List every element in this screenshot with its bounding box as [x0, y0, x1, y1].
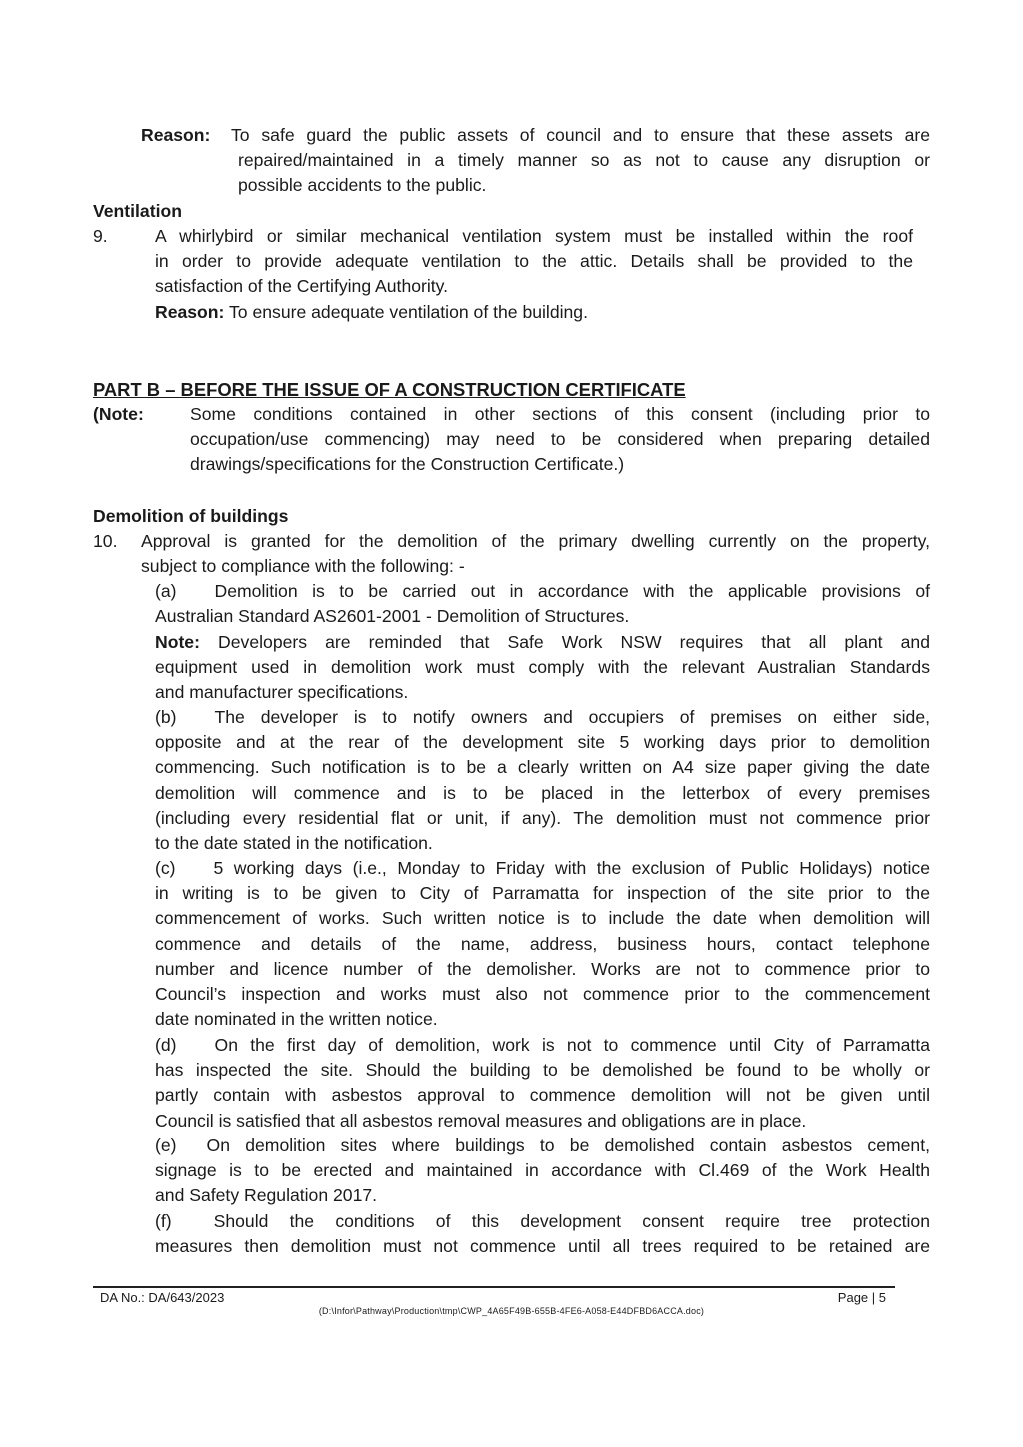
footer-page-number: Page | 5 — [837, 1290, 886, 1305]
demolition-note: Note: Developers are reminded that Safe Work NSW requires that all plant and equipment used in demolition work must comply with the relevant Australian Standards and manufacturer specifications. — [155, 632, 930, 703]
demolition-intro: Approval is granted for the demolition of the primary dwelling currently on the property, subject to compliance with the following: - — [141, 531, 930, 577]
item-a: (a) Demolition is to be carried out in accordance with the applicable provisions of Australian Standard AS2601-2001 - Demolition of Structures. — [155, 581, 930, 627]
reason-text: To safe guard the public assets of council and to ensure that these assets are — [231, 125, 930, 145]
item-e: (e) On demolition sites where buildings to be demolished contain asbestos cement, signage is to be erected and maintained in accordance with Cl.469 of the Work Health and Safety Regulation 2017. — [155, 1135, 930, 1206]
part-b-heading: PART B – BEFORE THE ISSUE OF A CONSTRUCTION CERTIFICATE — [93, 379, 686, 400]
demolition-heading: Demolition of buildings — [93, 506, 289, 526]
ventilation-text: A whirlybird or similar mechanical ventilation system must be installed within the roof in order to provide adequate ventilation to the attic. Details shall be provided to the satisfaction of the Certifying Authority. — [155, 226, 913, 297]
ventilation-reason: Reason: To ensure adequate ventilation of the building. — [155, 302, 588, 322]
condition-number-9: 9. — [93, 226, 108, 246]
item-f: (f) Should the conditions of this development consent require tree protection measures then demolition must not commence until all trees required to be retained are — [155, 1211, 930, 1257]
reason-label: Reason: — [141, 125, 211, 145]
footer-file-path: (D:\Infor\Pathway\Production\tmp\CWP_4A65F49B-655B-4FE6-A058-E44DFBD6ACCA.doc) — [318, 1306, 705, 1316]
item-b: (b) The developer is to notify owners and occupiers of premises on either side, opposite and at the rear of the development site 5 working days prior to demolition commencing. Such notification is to be a clearly written on A4 size paper giving the date demolition will commence and is to be placed in the letterbox of every premises (including every residential flat or unit, if any). The demolition must not commence prior to the date stated in the notification. — [155, 707, 930, 854]
ventilation-heading: Ventilation — [93, 201, 182, 221]
reason-text-cont: repaired/maintained in a timely manner so as not to cause any disruption or possible accidents to the public. — [238, 150, 930, 196]
part-b-note: Some conditions contained in other sections of this consent (including prior to occupation/use commencing) may need to be considered when preparing detailed drawings/specifications for the Construction Certificate.) — [190, 404, 930, 475]
footer-da-number: DA No.: DA/643/2023 — [100, 1290, 225, 1305]
part-b-note-label: (Note: — [93, 404, 144, 424]
item-c: (c) 5 working days (i.e., Monday to Friday with the exclusion of Public Holidays) notice in writing is to be given to City of Parramatta for inspection of the site prior to the commencement of works. Such written notice is to include the date when demolition will commence and details of the name, address, business hours, contact telephone number and licence number of the demolisher. Works are not to commence prior to Council’s inspection and works must also not commence prior to the commencement date nominated in the written notice. — [155, 858, 930, 1030]
item-d: (d) On the first day of demolition, work is not to commence until City of Parramatta has inspected the site. Should the building to be demolished be found to be wholly or partly contain with asbestos approval to commence demolition will not be given until Council is satisfied that all asbestos removal measures and obligations are in place. — [155, 1035, 930, 1131]
condition-number-10: 10. — [93, 531, 118, 551]
footer-rule — [93, 1286, 895, 1288]
